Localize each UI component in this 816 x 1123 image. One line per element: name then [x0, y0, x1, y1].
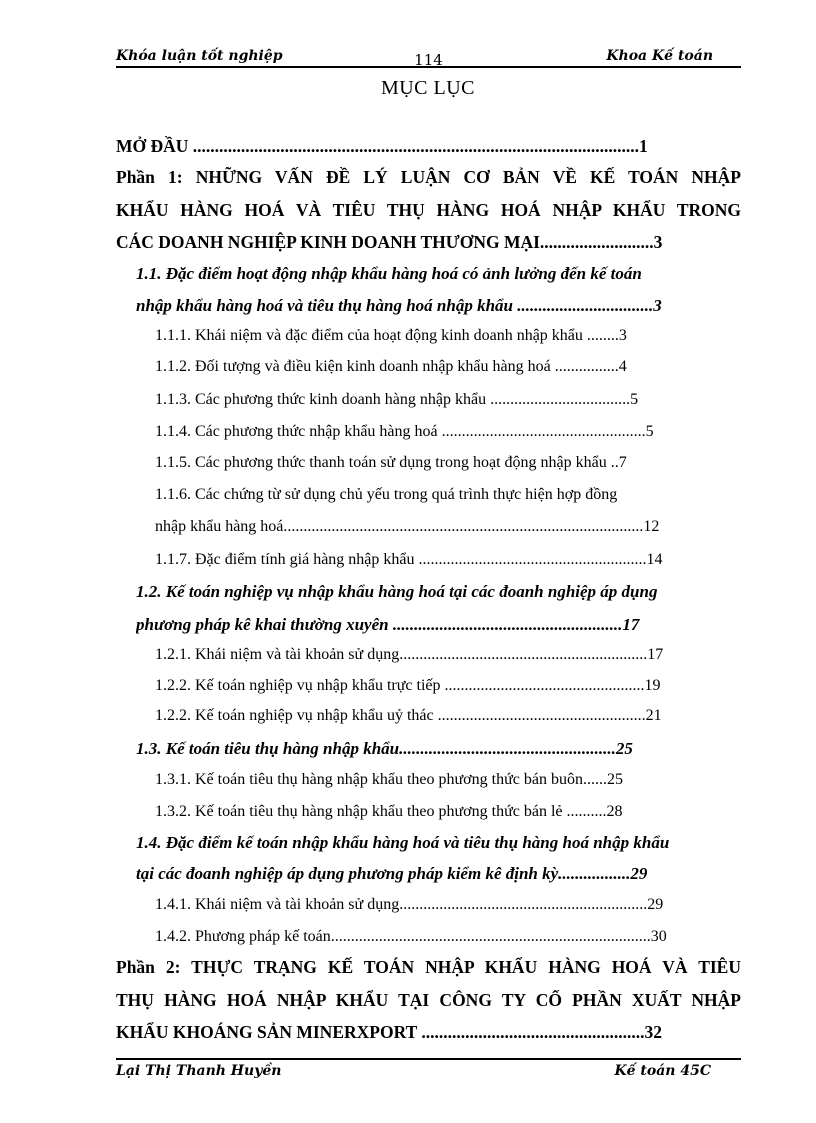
footer-author: Lại Thị Thanh Huyền [116, 1063, 282, 1079]
header-page-number: 114 [414, 51, 443, 69]
toc-entry-1-4-2[interactable]: 1.4.2. Phương pháp kế toán................................................................................30 [155, 928, 667, 945]
toc-entry-1-3[interactable]: 1.3. Kế toán tiêu thụ hàng nhập khẩu...................................................25 [136, 739, 633, 758]
toc-entry-1-2-1[interactable]: 1.2.1. Khái niệm và tài khoản sử dụng..............................................................17 [155, 646, 664, 663]
toc-entry-1-1-2[interactable]: 1.1.2. Đối tượng và điều kiện kinh doanh nhập khẩu hàng hoá ................4 [155, 358, 627, 375]
toc-entry-1-1-6-line1[interactable]: 1.1.6. Các chứng từ sử dụng chủ yếu trong quá trình thực hiện hợp đồng [155, 486, 618, 503]
toc-entry-1-4-1[interactable]: 1.4.1. Khái niệm và tài khoản sử dụng..............................................................29 [155, 896, 664, 913]
toc-entry-1-3-1[interactable]: 1.3.1. Kế toán tiêu thụ hàng nhập khẩu theo phương thức bán buôn......25 [155, 771, 623, 788]
toc-entry-1-1-7[interactable]: 1.1.7. Đặc điểm tính giá hàng nhập khẩu .........................................................14 [155, 551, 663, 568]
toc-entry-1-1-1[interactable]: 1.1.1. Khái niệm và đặc điểm của hoạt động kinh doanh nhập khẩu ........3 [155, 327, 627, 344]
toc-entry-1-2-line1[interactable]: 1.2. Kế toán nghiệp vụ nhập khẩu hàng hoá tại các đoanh nghiệp áp dụng [136, 582, 658, 601]
toc-entry-1-4-line1[interactable]: 1.4. Đặc điểm kế toán nhập khẩu hàng hoá và tiêu thụ hàng hoá nhập khẩu [136, 833, 670, 852]
toc-entry-1-2-line2[interactable]: phương pháp kê khai thường xuyên ......................................................17 [136, 615, 640, 634]
toc-entry-part1-line2[interactable]: KHẨU HÀNG HOÁ VÀ TIÊU THỤ HÀNG HOÁ NHẬP KHẨU TRONG [116, 200, 741, 220]
toc-title: MỤC LỤC [380, 77, 476, 99]
toc-entry-intro[interactable]: MỞ ĐẦU ......................................................................................................1 [116, 136, 648, 156]
toc-entry-1-1-3[interactable]: 1.1.3. Các phương thức kinh doanh hàng nhập khẩu ...................................5 [155, 391, 639, 408]
page-header [116, 46, 741, 68]
toc-entry-1-1-line2[interactable]: nhập khẩu hàng hoá và tiêu thụ hàng hoá nhập khẩu ................................3 [136, 296, 662, 315]
toc-entry-1-2-2-entrusted[interactable]: 1.2.2. Kế toán nghiệp vụ nhập khẩu uỷ thác ....................................................21 [155, 707, 662, 724]
toc-entry-part1-line3[interactable]: CÁC DOANH NGHIỆP KINH DOANH THƯƠNG MẠI..........................3 [116, 232, 663, 252]
toc-entry-1-1-6-line2[interactable]: nhập khẩu hàng hoá..........................................................................................12 [155, 518, 660, 535]
toc-entry-part2-line1[interactable]: Phần 2: THỰC TRẠNG KẾ TOÁN NHẬP KHẨU HÀNG HOÁ VÀ TIÊU [116, 957, 741, 977]
footer-class: Kế toán 45C [614, 1063, 711, 1079]
toc-entry-part1-line1[interactable]: Phần 1: NHỮNG VẤN ĐỀ LÝ LUẬN CƠ BẢN VỀ KẾ TOÁN NHẬP [116, 167, 741, 187]
toc-entry-1-3-2[interactable]: 1.3.2. Kế toán tiêu thụ hàng nhập khẩu theo phương thức bán lẻ ..........28 [155, 803, 623, 820]
toc-entry-part2-line3[interactable]: KHẨU KHOÁNG SẢN MINERXPORT ...................................................32 [116, 1022, 662, 1042]
toc-entry-1-1-4[interactable]: 1.1.4. Các phương thức nhập khẩu hàng hoá ...................................................5 [155, 423, 654, 440]
toc-entry-1-1-5[interactable]: 1.1.5. Các phương thức thanh toán sử dụng trong hoạt động nhập khẩu ..7 [155, 454, 627, 471]
page-footer [116, 1058, 741, 1078]
header-department-label: Khoa Kế toán [606, 48, 713, 64]
toc-entry-1-4-line2[interactable]: tại các đoanh nghiệp áp dụng phương pháp kiểm kê định kỳ.................29 [136, 864, 648, 883]
header-thesis-label: Khóa luận tốt nghiệp [116, 48, 283, 64]
toc-entry-1-2-2-direct[interactable]: 1.2.2. Kế toán nghiệp vụ nhập khẩu trực tiếp ..................................................19 [155, 677, 661, 694]
toc-entry-part2-line2[interactable]: THỤ HÀNG HOÁ NHẬP KHẨU TẠI CÔNG TY CỔ PHẦN XUẤT NHẬP [116, 990, 741, 1010]
toc-entry-1-1-line1[interactable]: 1.1. Đặc điểm hoạt động nhập khẩu hàng hoá có ảnh lưởng đến kế toán [136, 264, 642, 283]
